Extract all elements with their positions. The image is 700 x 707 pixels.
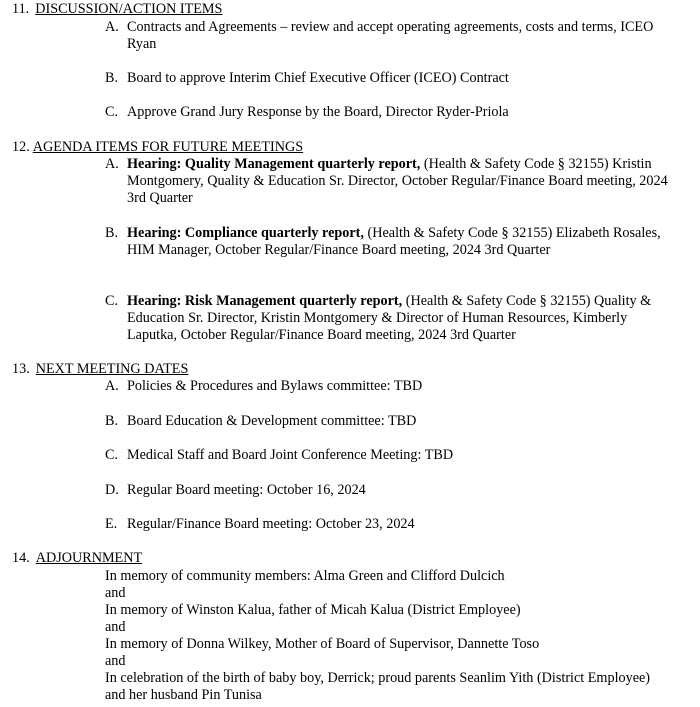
- agenda-item-13b: [105, 413, 680, 430]
- section-title: ADJOURNMENT: [35, 550, 143, 566]
- item-letter: C.: [105, 447, 119, 463]
- item-letter: C.: [105, 293, 119, 309]
- adjournment-line: In memory of Winston Kalua, father of Micah Kalua (District Employee): [105, 602, 521, 618]
- section-14-heading: [12, 550, 142, 567]
- item-letter: B.: [105, 413, 119, 429]
- adjournment-line: In memory of community members: Alma Green and Clifford Dulcich: [105, 568, 505, 584]
- item-letter: D.: [105, 482, 119, 498]
- section-number: 12.: [12, 139, 30, 155]
- item-text: Policies & Procedures and Bylaws committee: TBD: [127, 378, 423, 394]
- item-letter: B.: [105, 225, 119, 241]
- item-letter: A.: [105, 378, 119, 394]
- item-text: (Health & Safety Code § 32155) Quality & Education Sr. Director, Kristin Montgomery & Director of Human Resources, Kimberly Laputka, October Regular/Finance Board meeting, 2024 3rd Quarter: [127, 293, 652, 343]
- item-bold-text: Hearing: Compliance quarterly report,: [127, 225, 364, 241]
- agenda-item-13a: [105, 378, 680, 395]
- item-letter: C.: [105, 104, 119, 120]
- adjournment-line: and: [105, 619, 126, 635]
- section-number: 14.: [12, 550, 30, 566]
- item-letter: B.: [105, 70, 119, 86]
- item-text: Board to approve Interim Chief Executive Officer (ICEO) Contract: [127, 70, 509, 86]
- section-13-heading: [12, 361, 188, 378]
- item-text: Approve Grand Jury Response by the Board, Director Ryder-Priola: [127, 104, 509, 120]
- adjournment-line: and: [105, 585, 126, 601]
- section-number: 11.: [12, 1, 30, 17]
- agenda-item-11c: [105, 104, 680, 121]
- item-text: (Health & Safety Code § 32155) Kristin Montgomery, Quality & Education Sr. Director, October Regular/Finance Board meeting, 2024 3rd Quarter: [127, 156, 668, 206]
- adjournment-line: and: [105, 653, 126, 669]
- agenda-item-13d: [105, 482, 680, 499]
- item-bold-text: Hearing: Quality Management quarterly report,: [127, 156, 421, 172]
- agenda-item-12c: [105, 293, 680, 344]
- section-11-heading: [12, 1, 222, 18]
- item-text: Contracts and Agreements – review and accept operating agreements, costs and terms, ICEO Ryan: [127, 19, 654, 52]
- item-text: Medical Staff and Board Joint Conference Meeting: TBD: [127, 447, 454, 463]
- adjournment-line: In memory of Donna Wilkey, Mother of Board of Supervisor, Dannette Toso: [105, 636, 540, 652]
- item-bold-text: Hearing: Risk Management quarterly report,: [127, 293, 403, 309]
- item-letter: A.: [105, 19, 119, 35]
- section-12-heading: [12, 139, 303, 156]
- item-text: Regular/Finance Board meeting: October 23, 2024: [127, 516, 415, 532]
- agenda-item-11b: [105, 70, 680, 87]
- item-text: Regular Board meeting: October 16, 2024: [127, 482, 366, 498]
- section-title: DISCUSSION/ACTION ITEMS: [35, 1, 223, 17]
- agenda-item-12a: [105, 156, 680, 207]
- adjournment-line: and her husband Pin Tunisa: [105, 687, 262, 703]
- section-number: 13.: [12, 361, 30, 377]
- agenda-item-13e: [105, 516, 680, 533]
- adjournment-line: In celebration of the birth of baby boy, Derrick; proud parents Seanlim Yith (District Employee): [105, 670, 651, 686]
- agenda-item-11a: [105, 19, 680, 53]
- agenda-item-12b: [105, 225, 680, 259]
- item-letter: A.: [105, 156, 119, 172]
- agenda-item-13c: [105, 447, 680, 464]
- section-title: AGENDA ITEMS FOR FUTURE MEETINGS: [32, 139, 304, 155]
- section-title: NEXT MEETING DATES: [35, 361, 189, 377]
- item-letter: E.: [105, 516, 118, 532]
- item-text: (Health & Safety Code § 32155) Elizabeth Rosales, HIM Manager, October Regular/Finance Board meeting, 2024 3rd Quarter: [127, 225, 661, 258]
- item-text: Board Education & Development committee: TBD: [127, 413, 417, 429]
